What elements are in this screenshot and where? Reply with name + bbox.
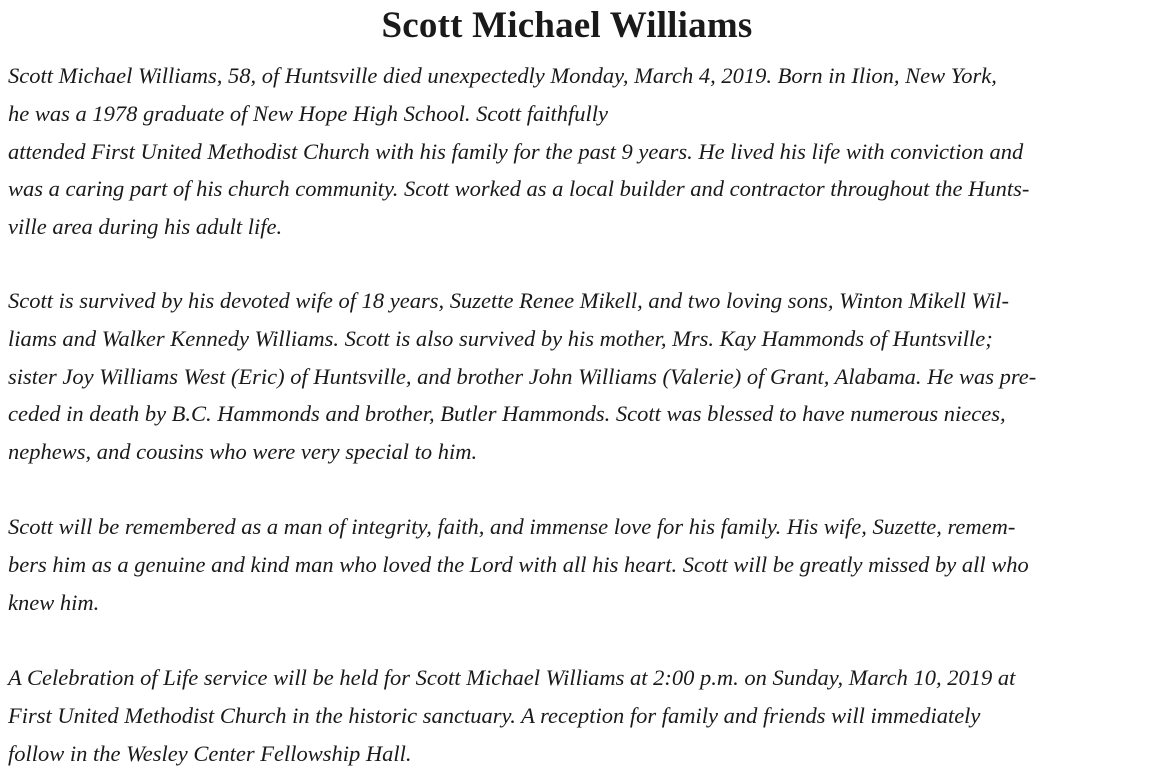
text-line: attended First United Methodist Church with his family for the past 9 years. He lived his life with conviction and — [8, 138, 1024, 164]
text-line: was a caring part of his church community. Scott worked as a local builder and contractor throughout the Hunts- — [8, 176, 1030, 202]
text-line: A Celebration of Life service will be held for Scott Michael Williams at 2:00 p.m. on Sunday, March 10, 2019 at — [8, 665, 1016, 690]
text-line: sister Joy Williams West (Eric) of Huntsville, and brother John Williams (Valerie) of Grant, Alabama. He was pre- — [8, 363, 1037, 389]
paragraph-service-details — [8, 659, 1164, 772]
text-line: First United Methodist Church in the historic sanctuary. A reception for family and friends will immediately — [8, 702, 981, 728]
text-line: knew him. — [8, 589, 100, 615]
paragraph-remembrance — [8, 508, 1164, 621]
text-line: Scott will be remembered as a man of integrity, faith, and immense love for his family. His wife, Suzette, remem- — [8, 514, 1016, 539]
page-title: Scott Michael Williams — [381, 5, 753, 46]
text-line: Scott is survived by his devoted wife of 18 years, Suzette Renee Mikell, and two loving sons, Winton Mikell Wil- — [8, 288, 1010, 313]
paragraph-biography — [8, 57, 1164, 246]
text-line: he was a 1978 graduate of New Hope High School. Scott faithfully — [8, 100, 608, 126]
text-line: liams and Walker Kennedy Williams. Scott is also survived by his mother, Mrs. Kay Hammonds of Huntsville; — [8, 325, 993, 351]
paragraph-survivors — [8, 282, 1164, 471]
text-line: ceded in death by B.C. Hammonds and brother, Butler Hammonds. Scott was blessed to have numerous nieces, — [8, 401, 1006, 427]
text-line: ville area during his adult life. — [8, 214, 283, 240]
text-line: bers him as a genuine and kind man who loved the Lord with all his heart. Scott will be greatly missed by all who — [8, 551, 1029, 577]
text-line: follow in the Wesley Center Fellowship Hall. — [8, 740, 412, 766]
text-line: nephews, and cousins who were very special to him. — [8, 439, 478, 465]
text-line: Scott Michael Williams, 58, of Huntsville died unexpectedly Monday, March 4, 2019. Born in Ilion, New York, — [8, 63, 997, 88]
